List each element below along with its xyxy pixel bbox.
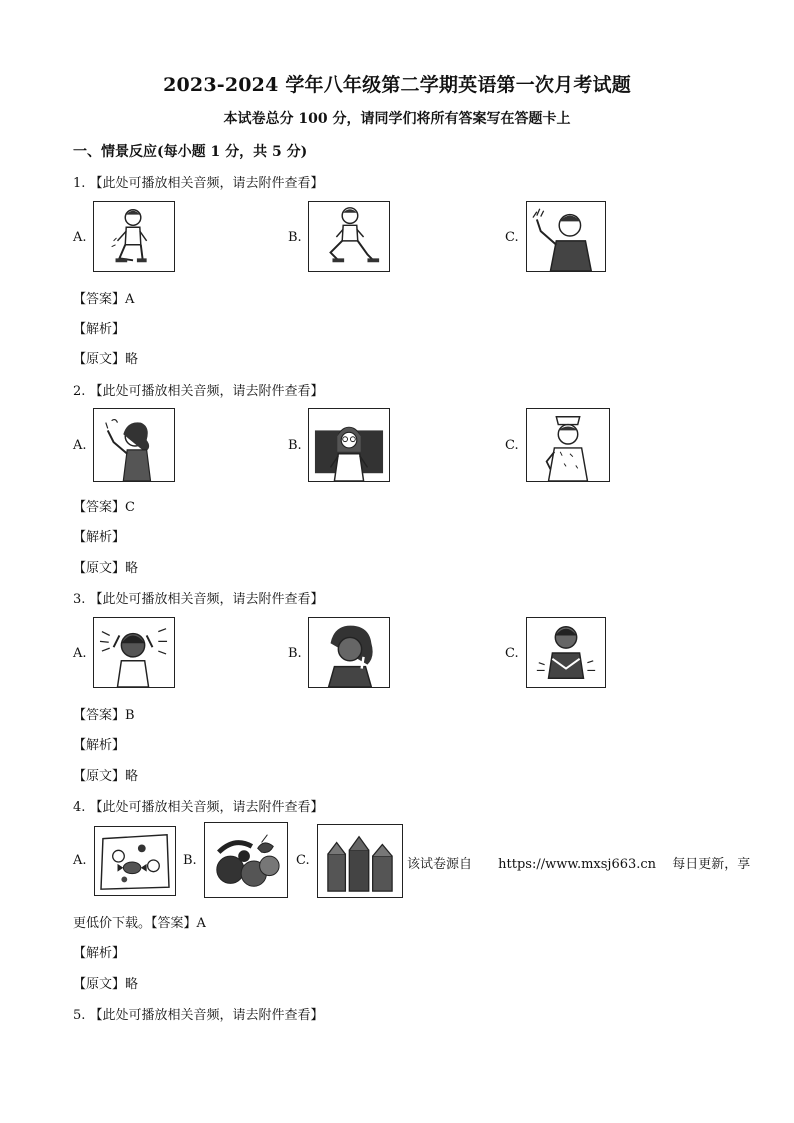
q1-analysis-line: 【解析】 bbox=[73, 322, 126, 337]
q3-option-c-image bbox=[526, 617, 606, 688]
q2-answer-line bbox=[73, 496, 135, 515]
q2-analysis-line: 【解析】 bbox=[73, 530, 126, 545]
q4-original-line bbox=[73, 973, 138, 992]
q2-option-a-image bbox=[93, 408, 175, 482]
option-a-label: A. bbox=[73, 646, 87, 661]
answer-value: A bbox=[196, 916, 206, 931]
answer-tag: 【答案】 bbox=[151, 916, 197, 931]
q1-option-b-image bbox=[308, 201, 390, 272]
original-text: 略 bbox=[125, 977, 139, 992]
option-b-label: B. bbox=[288, 646, 302, 661]
wrap-text: 更低价下载。 bbox=[73, 916, 152, 931]
answer-value: B bbox=[125, 708, 135, 723]
original-tag: 【原文】 bbox=[73, 977, 126, 992]
source-text: 该试卷源自 bbox=[407, 857, 473, 872]
option-c-label: C. bbox=[505, 230, 519, 245]
candy-bag-illustration bbox=[95, 827, 175, 895]
headache-person-illustration bbox=[94, 618, 174, 687]
question-prompt: 【此处可播放相关音频，请去附件查看】 bbox=[89, 384, 324, 399]
question-5-line bbox=[73, 1004, 324, 1023]
q1-option-a-image bbox=[93, 201, 175, 272]
question-1-line bbox=[73, 172, 324, 191]
question-4-line bbox=[73, 796, 324, 815]
q4-analysis-line: 【解析】 bbox=[73, 946, 126, 961]
option-a-label: A. bbox=[73, 230, 87, 245]
option-a-label: A. bbox=[73, 853, 87, 868]
option-a-label: A. bbox=[73, 438, 87, 453]
option-b-label: B. bbox=[288, 438, 302, 453]
question-prompt: 【此处可播放相关音频，请去附件查看】 bbox=[89, 800, 324, 815]
question-number: 1. bbox=[73, 176, 86, 191]
page-subtitle: 本试卷总分 100 分，请同学们将所有答案写在答题卡上 bbox=[223, 111, 571, 127]
source-url-link[interactable]: https://www.mxsj663.cn bbox=[498, 857, 657, 872]
q3-option-a-image bbox=[93, 617, 175, 688]
question-3-line bbox=[73, 588, 324, 607]
answer-tag: 【答案】 bbox=[73, 708, 126, 723]
original-tag: 【原文】 bbox=[73, 561, 126, 576]
answer-value: C bbox=[125, 500, 135, 515]
q2-option-c-image bbox=[526, 408, 610, 482]
waving-boy-illustration bbox=[527, 202, 605, 271]
q4-source-note bbox=[407, 853, 750, 872]
question-prompt: 【此处可播放相关音频，请去附件查看】 bbox=[89, 176, 324, 191]
option-c-label: C. bbox=[296, 853, 310, 868]
original-text: 略 bbox=[125, 352, 139, 367]
sitting-boy-illustration bbox=[309, 202, 389, 271]
answer-tag: 【答案】 bbox=[73, 500, 126, 515]
original-tag: 【原文】 bbox=[73, 769, 126, 784]
answer-tag: 【答案】 bbox=[73, 292, 126, 307]
singing-girl-illustration bbox=[94, 409, 174, 481]
q3-option-b-image bbox=[308, 617, 390, 688]
question-prompt: 【此处可播放相关音频，请去附件查看】 bbox=[89, 1008, 324, 1023]
section-heading: 一、情景反应(每小题 1 分，共 5 分) bbox=[73, 144, 308, 160]
q4-option-b-image bbox=[204, 822, 288, 898]
question-number: 2. bbox=[73, 384, 86, 399]
question-number: 4. bbox=[73, 800, 86, 815]
q1-option-c-image bbox=[526, 201, 606, 272]
original-text: 略 bbox=[125, 561, 139, 576]
q3-original-line bbox=[73, 765, 138, 784]
question-2-line bbox=[73, 380, 324, 399]
q4-option-c-image bbox=[317, 824, 403, 898]
page-title: 2023-2024 学年八年级第二学期英语第一次月考试题 bbox=[163, 74, 631, 96]
question-number: 3. bbox=[73, 592, 86, 607]
toothache-girl-illustration bbox=[309, 618, 389, 687]
q2-original-line bbox=[73, 557, 138, 576]
source-tail-text: 每日更新，享 bbox=[672, 857, 751, 872]
question-number: 5. bbox=[73, 1008, 86, 1023]
fruits-illustration bbox=[205, 823, 287, 897]
kneeling-boy-illustration bbox=[94, 202, 174, 271]
question-prompt: 【此处可播放相关音频，请去附件查看】 bbox=[89, 592, 324, 607]
q3-analysis-line: 【解析】 bbox=[73, 738, 126, 753]
milk-cartons-illustration bbox=[318, 825, 402, 897]
q1-original-line bbox=[73, 348, 138, 367]
option-c-label: C. bbox=[505, 438, 519, 453]
q4-answer-line bbox=[73, 912, 206, 931]
nurse-illustration bbox=[527, 409, 609, 481]
girl-with-glasses-illustration bbox=[309, 409, 389, 481]
q4-option-a-image bbox=[94, 826, 176, 896]
answer-value: A bbox=[125, 292, 135, 307]
stomachache-person-illustration bbox=[527, 618, 605, 687]
q2-option-b-image bbox=[308, 408, 390, 482]
original-tag: 【原文】 bbox=[73, 352, 126, 367]
original-text: 略 bbox=[125, 769, 139, 784]
option-b-label: B. bbox=[288, 230, 302, 245]
option-c-label: C. bbox=[505, 646, 519, 661]
option-b-label: B. bbox=[183, 853, 197, 868]
q1-answer-line bbox=[73, 288, 134, 307]
q3-answer-line bbox=[73, 704, 135, 723]
